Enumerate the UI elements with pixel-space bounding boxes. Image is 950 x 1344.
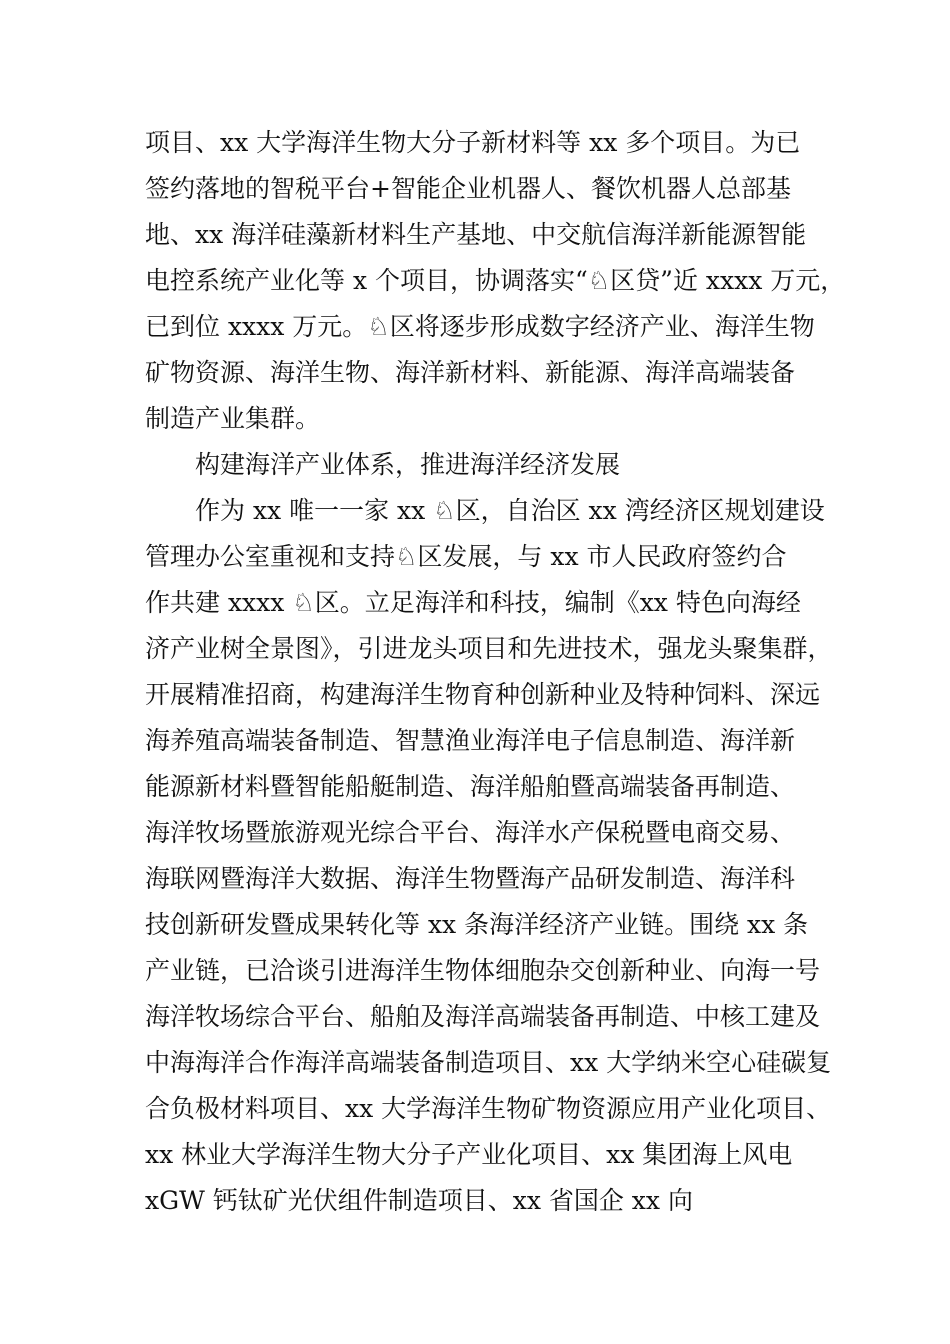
text-line: 项目、xx 大学海洋生物大分子新材料等 xx 多个项目。为已 <box>145 128 801 157</box>
document-body <box>145 120 846 1224</box>
text-line: 开展精准招商，构建海洋生物育种创新种业及特种饲料、深远 <box>145 680 821 709</box>
text-line: xGW 钙钛矿光伏组件制造项目、xx 省国企 xx 向 <box>145 1186 693 1215</box>
text-line: 作共建 xxxx ♘区。立足海洋和科技，编制《xx 特色向海经 <box>145 588 801 617</box>
text-line: xx 林业大学海洋生物大分子产业化项目、xx 集团海上风电 <box>145 1140 793 1169</box>
text-line: 产业链，已洽谈引进海洋生物体细胞杂交创新种业、向海一号 <box>145 956 821 985</box>
text-line: 矿物资源、海洋生物、海洋新材料、新能源、海洋高端装备 <box>145 358 796 387</box>
text-line: 中海海洋合作海洋高端装备制造项目、xx 大学纳米空心硅碳复 <box>145 1048 832 1077</box>
text-line: 电控系统产业化等 x 个项目，协调落实“♘区贷”近 xxxx 万元， <box>145 266 846 295</box>
text-line: 济产业树全景图》，引进龙头项目和先进技术，强龙头聚集群， <box>145 634 833 663</box>
text-line: 海养殖高端装备制造、智慧渔业海洋电子信息制造、海洋新 <box>145 726 796 755</box>
text-line: 已到位 xxxx 万元。♘区将逐步形成数字经济产业、海洋生物 <box>145 312 815 341</box>
text-line: 制造产业集群。 <box>145 404 321 433</box>
text-line: 作为 xx 唯一一家 xx ♘区，自治区 xx 湾经济区规划建设 <box>195 496 825 525</box>
text-line: 管理办公室重视和支持♘区发展，与 xx 市人民政府签约合 <box>145 542 787 571</box>
text-line: 合负极材料项目、xx 大学海洋生物矿物资源应用产业化项目、 <box>145 1094 832 1123</box>
text-line: 海洋牧场暨旅游观光综合平台、海洋水产保税暨电商交易、 <box>145 818 796 847</box>
text-line: 海洋牧场综合平台、船舶及海洋高端装备再制造、中核工建及 <box>145 1002 821 1031</box>
text-line: 海联网暨海洋大数据、海洋生物暨海产品研发制造、海洋科 <box>145 864 796 893</box>
text-line: 地、xx 海洋硅藻新材料生产基地、中交航信海洋新能源智能 <box>145 220 807 249</box>
text-line: 构建海洋产业体系，推进海洋经济发展 <box>195 450 621 479</box>
text-line: 技创新研发暨成果转化等 xx 条海洋经济产业链。围绕 xx 条 <box>145 910 809 939</box>
text-line: 签约落地的智税平台+智能企业机器人、餐饮机器人总部基 <box>145 174 791 203</box>
text-line: 能源新材料暨智能船艇制造、海洋船舶暨高端装备再制造、 <box>145 772 796 801</box>
